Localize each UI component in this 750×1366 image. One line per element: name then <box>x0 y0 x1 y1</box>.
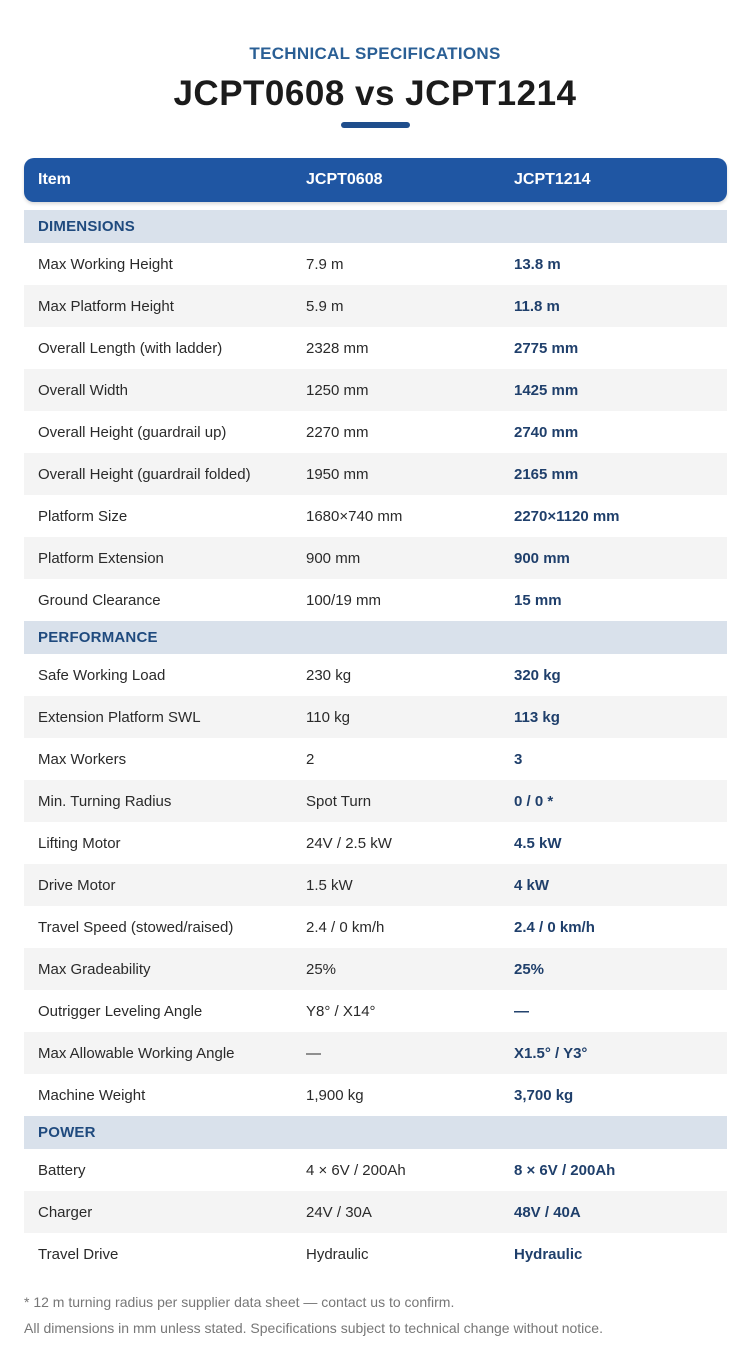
value-jcpt0608: 230 kg <box>306 666 352 684</box>
title-underline <box>341 122 410 128</box>
table-row <box>24 411 727 453</box>
table-row <box>24 864 727 906</box>
table-row <box>24 285 727 327</box>
value-jcpt0608: 1.5 kW <box>306 876 353 894</box>
spec-label: Drive Motor <box>38 876 116 894</box>
spec-label: Extension Platform SWL <box>38 708 201 726</box>
value-jcpt1214: 1425 mm <box>514 381 579 399</box>
table-row <box>24 780 727 822</box>
value-jcpt0608: 4 × 6V / 200Ah <box>306 1161 406 1179</box>
table-row <box>24 654 727 696</box>
value-jcpt1214: 2.4 / 0 km/h <box>514 918 595 936</box>
value-jcpt0608: 100/19 mm <box>306 591 382 609</box>
table-row <box>24 990 727 1032</box>
value-jcpt0608: 1680×740 mm <box>306 507 403 525</box>
column-header-jcpt1214: JCPT1214 <box>514 171 591 188</box>
value-jcpt1214: 11.8 m <box>514 297 560 315</box>
table-row <box>24 579 727 621</box>
value-jcpt1214: Hydraulic <box>514 1245 583 1263</box>
value-jcpt1214: 113 kg <box>514 708 560 726</box>
table-body <box>24 210 727 1275</box>
value-jcpt1214: — <box>514 1002 529 1020</box>
spec-label: Max Platform Height <box>38 297 174 315</box>
table-row <box>24 1191 727 1233</box>
table-row <box>24 822 727 864</box>
value-jcpt1214: 8 × 6V / 200Ah <box>514 1161 616 1179</box>
value-jcpt1214: 48V / 40A <box>514 1203 581 1221</box>
spec-label: Machine Weight <box>38 1086 146 1104</box>
value-jcpt1214: 4 kW <box>514 876 550 894</box>
spec-label: Battery <box>38 1161 86 1179</box>
page-title: JCPT0608 vs JCPT1214 <box>173 74 577 113</box>
value-jcpt0608: 2.4 / 0 km/h <box>306 918 385 936</box>
table-row <box>24 738 727 780</box>
table-row <box>24 537 727 579</box>
value-jcpt0608: 7.9 m <box>306 255 344 273</box>
spec-label: Overall Height (guardrail up) <box>38 423 227 441</box>
footnote-turning-radius: * 12 m turning radius per supplier data sheet — contact us to confirm. <box>24 1294 455 1310</box>
value-jcpt0608: 1950 mm <box>306 465 369 483</box>
value-jcpt1214: 4.5 kW <box>514 834 562 852</box>
value-jcpt1214: 25% <box>514 960 545 978</box>
eyebrow-heading: TECHNICAL SPECIFICATIONS <box>249 44 501 63</box>
spec-label: Overall Length (with ladder) <box>38 339 223 357</box>
spec-label: Max Workers <box>38 750 127 768</box>
spec-table <box>24 158 727 1275</box>
value-jcpt0608: 5.9 m <box>306 297 344 315</box>
section-header-performance: PERFORMANCE <box>24 621 727 654</box>
table-row <box>24 906 727 948</box>
value-jcpt1214: 900 mm <box>514 549 570 567</box>
spec-label: Overall Width <box>38 381 129 399</box>
value-jcpt1214: 2165 mm <box>514 465 579 483</box>
value-jcpt0608: Hydraulic <box>306 1245 369 1263</box>
value-jcpt0608: 2270 mm <box>306 423 369 441</box>
spec-label: Travel Drive <box>38 1245 119 1263</box>
value-jcpt1214: 3,700 kg <box>514 1086 574 1104</box>
spec-label: Outrigger Leveling Angle <box>38 1002 203 1020</box>
spec-label: Platform Size <box>38 507 128 525</box>
section-header-power: POWER <box>24 1116 727 1149</box>
value-jcpt0608: Y8° / X14° <box>306 1002 376 1020</box>
table-row <box>24 1032 727 1074</box>
spec-label: Travel Speed (stowed/raised) <box>38 918 234 936</box>
table-row <box>24 948 727 990</box>
spec-label: Max Working Height <box>38 255 173 273</box>
value-jcpt1214: 2775 mm <box>514 339 579 357</box>
table-row <box>24 327 727 369</box>
section-header-dimensions: DIMENSIONS <box>24 210 727 243</box>
spec-label: Charger <box>38 1203 93 1221</box>
spec-label: Min. Turning Radius <box>38 792 172 810</box>
value-jcpt1214: 2740 mm <box>514 423 579 441</box>
footnote-disclaimer: All dimensions in mm unless stated. Specifications subject to technical change without notice. <box>24 1320 603 1336</box>
spec-label: Overall Height (guardrail folded) <box>38 465 251 483</box>
spec-label: Max Gradeability <box>38 960 151 978</box>
value-jcpt1214: 13.8 m <box>514 255 561 273</box>
value-jcpt1214: 2270×1120 mm <box>514 507 620 525</box>
column-header-item: Item <box>38 171 71 188</box>
value-jcpt1214: 0 / 0 * <box>514 792 554 810</box>
value-jcpt0608: 25% <box>306 960 337 978</box>
spec-label: Max Allowable Working Angle <box>38 1044 235 1062</box>
table-row <box>24 453 727 495</box>
value-jcpt0608: 2328 mm <box>306 339 369 357</box>
table-row <box>24 369 727 411</box>
value-jcpt0608: 110 kg <box>306 708 350 726</box>
table-row <box>24 1233 727 1275</box>
value-jcpt0608: 1,900 kg <box>306 1086 364 1104</box>
value-jcpt1214: 320 kg <box>514 666 561 684</box>
value-jcpt0608: 24V / 30A <box>306 1203 372 1221</box>
table-row <box>24 495 727 537</box>
value-jcpt0608: 900 mm <box>306 549 361 567</box>
column-header-jcpt0608: JCPT0608 <box>306 171 383 188</box>
value-jcpt0608: 2 <box>306 750 315 768</box>
value-jcpt0608: 1250 mm <box>306 381 369 399</box>
value-jcpt1214: X1.5° / Y3° <box>514 1044 588 1062</box>
value-jcpt0608: Spot Turn <box>306 792 372 810</box>
spec-label: Ground Clearance <box>38 591 161 609</box>
value-jcpt0608: — <box>306 1044 321 1062</box>
table-row <box>24 696 727 738</box>
spec-label: Safe Working Load <box>38 666 166 684</box>
spec-label: Lifting Motor <box>38 834 121 852</box>
table-row <box>24 1149 727 1191</box>
table-header <box>24 158 727 202</box>
value-jcpt1214: 15 mm <box>514 591 562 609</box>
spec-label: Platform Extension <box>38 549 164 567</box>
value-jcpt1214: 3 <box>514 750 523 768</box>
table-row <box>24 243 727 285</box>
table-row <box>24 1074 727 1116</box>
value-jcpt0608: 24V / 2.5 kW <box>306 834 392 852</box>
